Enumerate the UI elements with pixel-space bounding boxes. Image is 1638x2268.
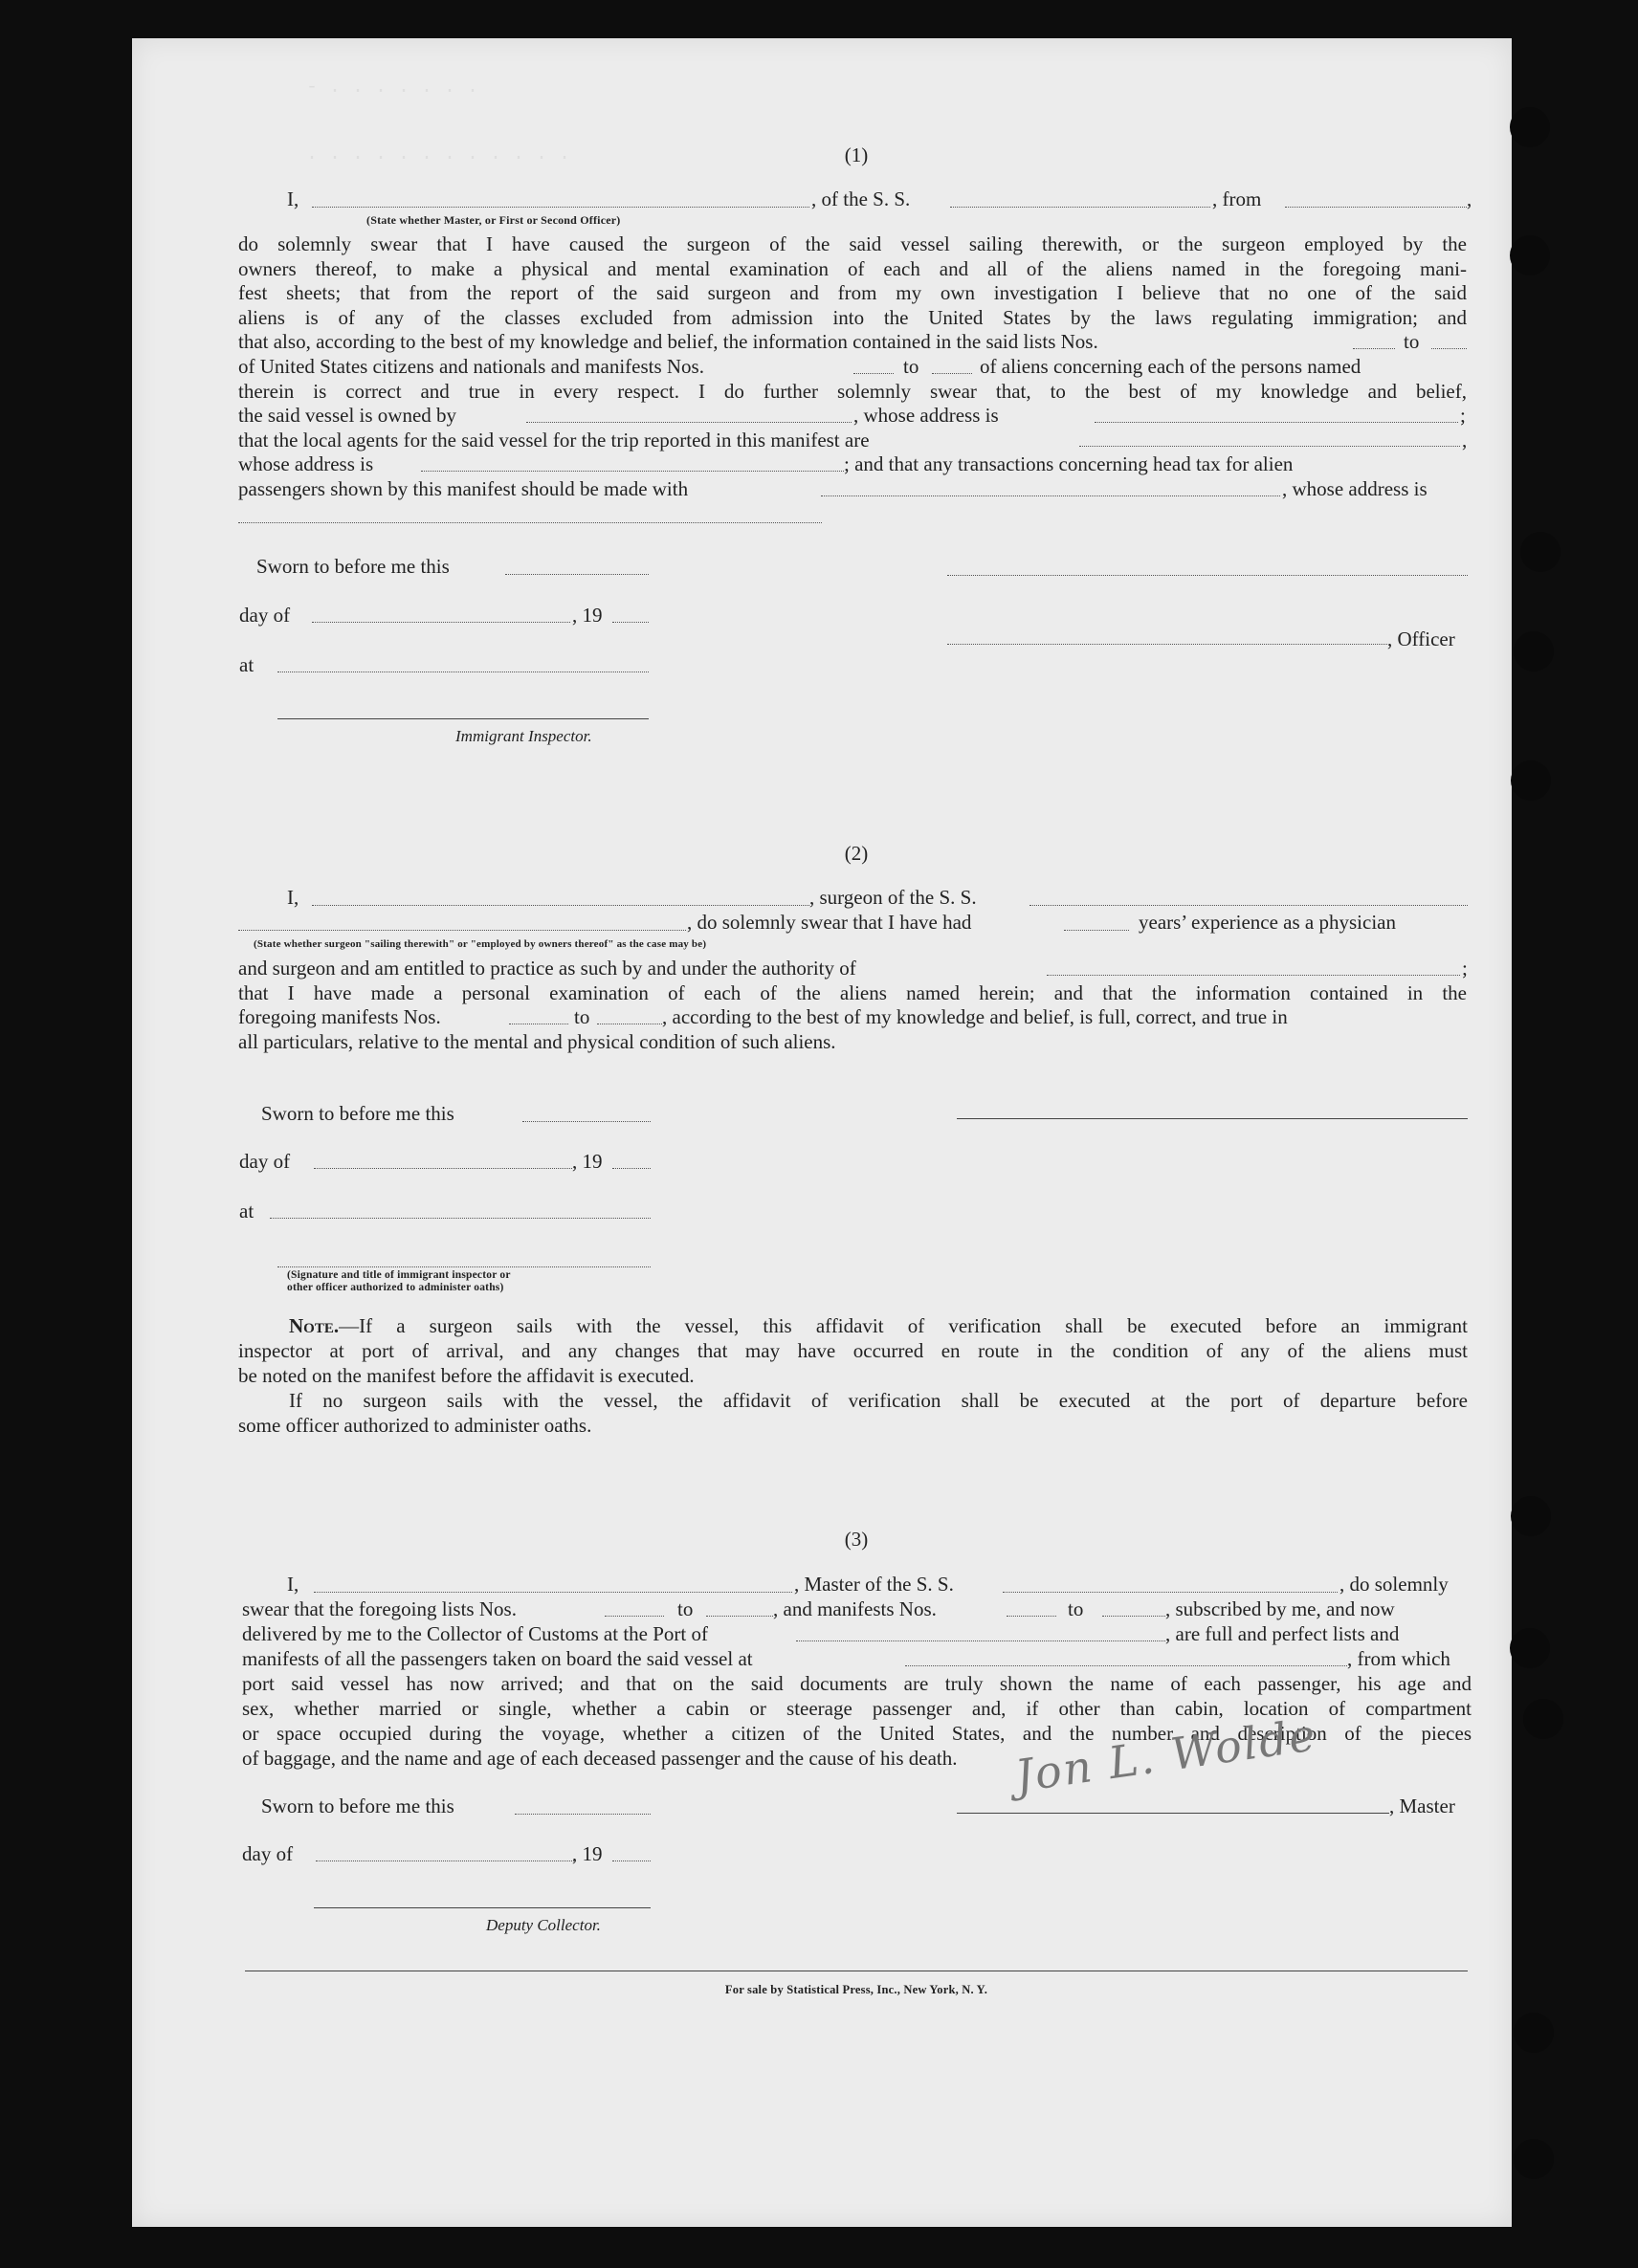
section-2-line-3a: and surgeon and am entitled to practice as such by and under the authority of (238, 957, 856, 980)
binder-hole (1514, 2013, 1554, 2053)
officer-signature-line[interactable] (947, 644, 1387, 645)
binder-hole (1511, 1496, 1551, 1536)
section-2-line-5a: foregoing manifests Nos. (238, 1005, 441, 1029)
section-2-i: I, (287, 886, 299, 909)
lists-to-field[interactable] (1431, 348, 1467, 349)
section-1-line-8b: , whose address is (853, 404, 999, 428)
officer-signature-top-line[interactable] (947, 575, 1468, 576)
section-1-at: at (239, 653, 255, 676)
section-2-at: at (239, 1200, 255, 1222)
section-3-day-of: day of (242, 1842, 294, 1865)
section-1-line-3: fest sheets; that from the report of the said surgeon and from my own investigation I believe that no one of the said (238, 281, 1467, 305)
surgeon-name-field[interactable] (312, 905, 809, 906)
section-1-line-10a: whose address is (238, 452, 374, 476)
surgeon-status-field[interactable] (238, 930, 686, 931)
section-1-line-11a: passengers shown by this manifest should be made with (238, 477, 689, 500)
section-1-line-5a: that also, according to the best of my knowledge and belief, the information contained in the said lists Nos. (238, 330, 1098, 354)
binder-hole (1510, 107, 1550, 147)
section-1-line-9a: that the local agents for the said vessel for the trip reported in this manifest are (238, 428, 870, 451)
section-1-sworn: Sworn to before me this (256, 555, 450, 578)
section-3-line-3a: delivered by me to the Collector of Customs at the Port of (242, 1622, 708, 1645)
master-signature: Jon L. Wolde (1011, 1708, 1320, 1802)
from-port-field[interactable] (1285, 207, 1467, 208)
section-3-line-2a: swear that the foregoing lists Nos. (242, 1597, 517, 1620)
section-2-line-5c: , according to the best of my knowledge and belief, is full, correct, and true in (662, 1005, 1288, 1029)
lists-from-field[interactable] (1353, 348, 1395, 349)
section-2-year: , 19 (572, 1150, 603, 1173)
section-1-line-11b: , whose address is (1282, 477, 1428, 500)
master-vessel-field[interactable] (1003, 1592, 1338, 1593)
section-1-i: I, (287, 187, 299, 210)
section-1-line-6a: of United States citizens and nationals and manifests Nos. (238, 355, 704, 378)
section-1-sworn-field[interactable] (505, 574, 649, 575)
section-2-number: (2) (844, 842, 869, 865)
surgeon-status-note: (State whether surgeon "sailing therewith" or "employed by owners thereof" as the case may be) (254, 938, 707, 950)
immigrant-inspector-label: Immigrant Inspector. (455, 727, 592, 745)
section-3-line-4b: , from which (1347, 1647, 1450, 1670)
section-1-line-8c: ; (1460, 404, 1466, 428)
section-1-day-field[interactable] (312, 622, 570, 623)
owner-field[interactable] (526, 422, 852, 423)
officer-label: , Officer (1387, 628, 1455, 650)
do-solemnly-label: , do solemnly (1339, 1573, 1449, 1596)
note-line-2: inspector at port of arrival, and any changes that may have occurred en route in the condition of any of the aliens must (238, 1339, 1468, 1362)
master-label: , Master (1389, 1795, 1455, 1817)
section-2-line-6: all particulars, relative to the mental and physical condition of such aliens. (238, 1029, 836, 1053)
section-1-line-7: therein is correct and true in every respect. I do further solemnly swear that, to the best of my knowledge and belief, (238, 379, 1467, 403)
section-3-lists-to-field[interactable] (706, 1616, 773, 1617)
note-line-3: be noted on the manifest before the affidavit is executed. (238, 1364, 695, 1387)
binder-hole (1520, 532, 1561, 572)
surgeon-of-label: , surgeon of the S. S. (809, 886, 977, 909)
vessel-name-field[interactable] (950, 207, 1210, 208)
years-experience-field[interactable] (1064, 930, 1129, 931)
section-2-sworn: Sworn to before me this (261, 1102, 454, 1125)
binder-hole (1510, 235, 1550, 275)
from-comma: , (1467, 187, 1472, 210)
section-2-line-3b: ; (1462, 957, 1468, 980)
section-3-i: I, (287, 1573, 299, 1596)
binder-hole (1511, 760, 1551, 801)
bleed-through: . . . . . . . . . . . . (306, 143, 571, 165)
section-3-manifests-from-field[interactable] (1007, 1616, 1056, 1617)
signature-title-note-1: (Signature and title of immigrant inspector or (287, 1269, 511, 1281)
section-2-line-4: that I have made a personal examination of each of the aliens named herein; and that the information contained in the (238, 980, 1467, 1004)
master-name-field[interactable] (314, 1592, 792, 1593)
port-of-embarkation-field[interactable] (905, 1665, 1347, 1666)
deputy-collector-signature-line[interactable] (314, 1907, 651, 1908)
note-label: Note. (289, 1314, 340, 1337)
officer-rank-field[interactable] (312, 207, 809, 208)
section-3-line-6: sex, whether married or single, whether a cabin or steerage passenger and, if other than cabin, location of compartment (242, 1697, 1472, 1720)
note-first-line: —If a surgeon sails with the vessel, this affidavit of verification shall be executed before an immigrant (339, 1314, 1468, 1337)
note-line-4: If no surgeon sails with the vessel, the affidavit of verification shall be executed at the port of departure before (289, 1389, 1468, 1412)
note-line-1 (289, 1314, 1468, 1339)
section-3-sworn-field[interactable] (515, 1814, 651, 1815)
surgeon-vessel-field[interactable] (1029, 905, 1468, 906)
signature-title-note-2: other officer authorized to administer oaths) (287, 1282, 504, 1293)
section-1-year-field[interactable] (612, 622, 649, 623)
section-3-line-2e: , subscribed by me, and now (1165, 1597, 1395, 1620)
section-3-line-3b: , are full and perfect lists and (1165, 1622, 1400, 1645)
agents-address-field[interactable] (421, 471, 844, 472)
section-1-line-9b: , (1462, 428, 1468, 451)
binder-hole (1523, 1699, 1563, 1739)
section-3-line-8: of baggage, and the name and age of each deceased passenger and the cause of his death. (242, 1747, 958, 1770)
port-of-customs-field[interactable] (796, 1640, 1165, 1641)
section-3-number: (3) (844, 1528, 869, 1551)
head-tax-address-field[interactable] (238, 522, 822, 523)
section-1-inspector-signature-line[interactable] (277, 718, 649, 719)
section-1-line-6c: of aliens concerning each of the persons named (980, 355, 1361, 378)
owner-address-field[interactable] (1095, 422, 1458, 423)
section-1-line-4: aliens is of any of the classes excluded from admission into the United States by the laws regulating immigration; and (238, 305, 1467, 329)
section-2-inspector-signature-line[interactable] (277, 1266, 651, 1267)
section-2-line-5b: to (574, 1005, 590, 1029)
master-of-label: , Master of the S. S. (794, 1573, 954, 1596)
section-2-year-field[interactable] (612, 1168, 651, 1169)
section-2-sworn-field[interactable] (522, 1121, 651, 1122)
section-3-sworn: Sworn to before me this (261, 1795, 454, 1817)
binder-hole (1514, 631, 1554, 672)
section-1-year: , 19 (572, 604, 603, 627)
section-3-manifests-to-field[interactable] (1102, 1616, 1165, 1617)
swear-experience-label: , do solemnly swear that I have had (687, 911, 972, 934)
surgeon-signature-line[interactable] (957, 1118, 1468, 1119)
of-the-ss-label: , of the S. S. (811, 187, 911, 210)
head-tax-party-field[interactable] (821, 495, 1280, 496)
section-1-line-1: do solemnly swear that I have caused the surgeon of the said vessel sailing therewith, or the surgeon employed by the (238, 232, 1467, 255)
section-3-line-7: or space occupied during the voyage, whether a citizen of the United States, and the number and description of the pieces (242, 1722, 1472, 1745)
section-1-line-2: owners thereof, to make a physical and mental examination of each and all of the aliens named in the foregoing mani- (238, 256, 1467, 280)
section-3-year: , 19 (572, 1842, 603, 1865)
section-3-line-4a: manifests of all the passengers taken on board the said vessel at (242, 1647, 753, 1670)
section-1-line-6b: to (903, 355, 919, 378)
section-3-lists-from-field[interactable] (605, 1616, 664, 1617)
section-3-line-2b: to (677, 1597, 694, 1620)
footer-printer-note: For sale by Statistical Press, Inc., New York, N. Y. (724, 1983, 988, 1996)
section-3-line-2c: , and manifests Nos. (773, 1597, 937, 1620)
section-3-line-2d: to (1068, 1597, 1084, 1620)
officer-rank-note: (State whether Master, or First or Second Officer) (366, 213, 621, 227)
manifests-from-field[interactable] (853, 373, 894, 374)
manifests-to-field[interactable] (932, 373, 972, 374)
binder-hole (1514, 2139, 1554, 2179)
note-line-5: some officer authorized to administer oaths. (238, 1414, 592, 1437)
deputy-collector-label: Deputy Collector. (486, 1916, 601, 1934)
section-1-line-10b: ; and that any transactions concerning head tax for alien (844, 452, 1294, 476)
section-2-at-field[interactable] (270, 1218, 651, 1219)
binder-hole (1510, 1628, 1550, 1668)
from-label: , from (1212, 187, 1262, 210)
master-signature-line[interactable] (957, 1813, 1389, 1814)
bleed-through: - . . . . . . . (306, 77, 479, 99)
years-physician-label: years’ experience as a physician (1139, 911, 1396, 934)
section-1-day-of: day of (239, 604, 291, 627)
section-2-day-field[interactable] (314, 1168, 572, 1169)
authority-field[interactable] (1047, 975, 1460, 976)
section-1-line-8a: the said vessel is owned by (238, 404, 457, 428)
section-3-line-5: port said vessel has now arrived; and that on the said documents are truly shown the name of each passenger, his age and (242, 1672, 1472, 1695)
section-1-line-5b: to (1404, 330, 1420, 354)
local-agents-field[interactable] (1079, 446, 1460, 447)
section-2-day-of: day of (239, 1150, 291, 1173)
section-1-number: (1) (844, 143, 869, 166)
